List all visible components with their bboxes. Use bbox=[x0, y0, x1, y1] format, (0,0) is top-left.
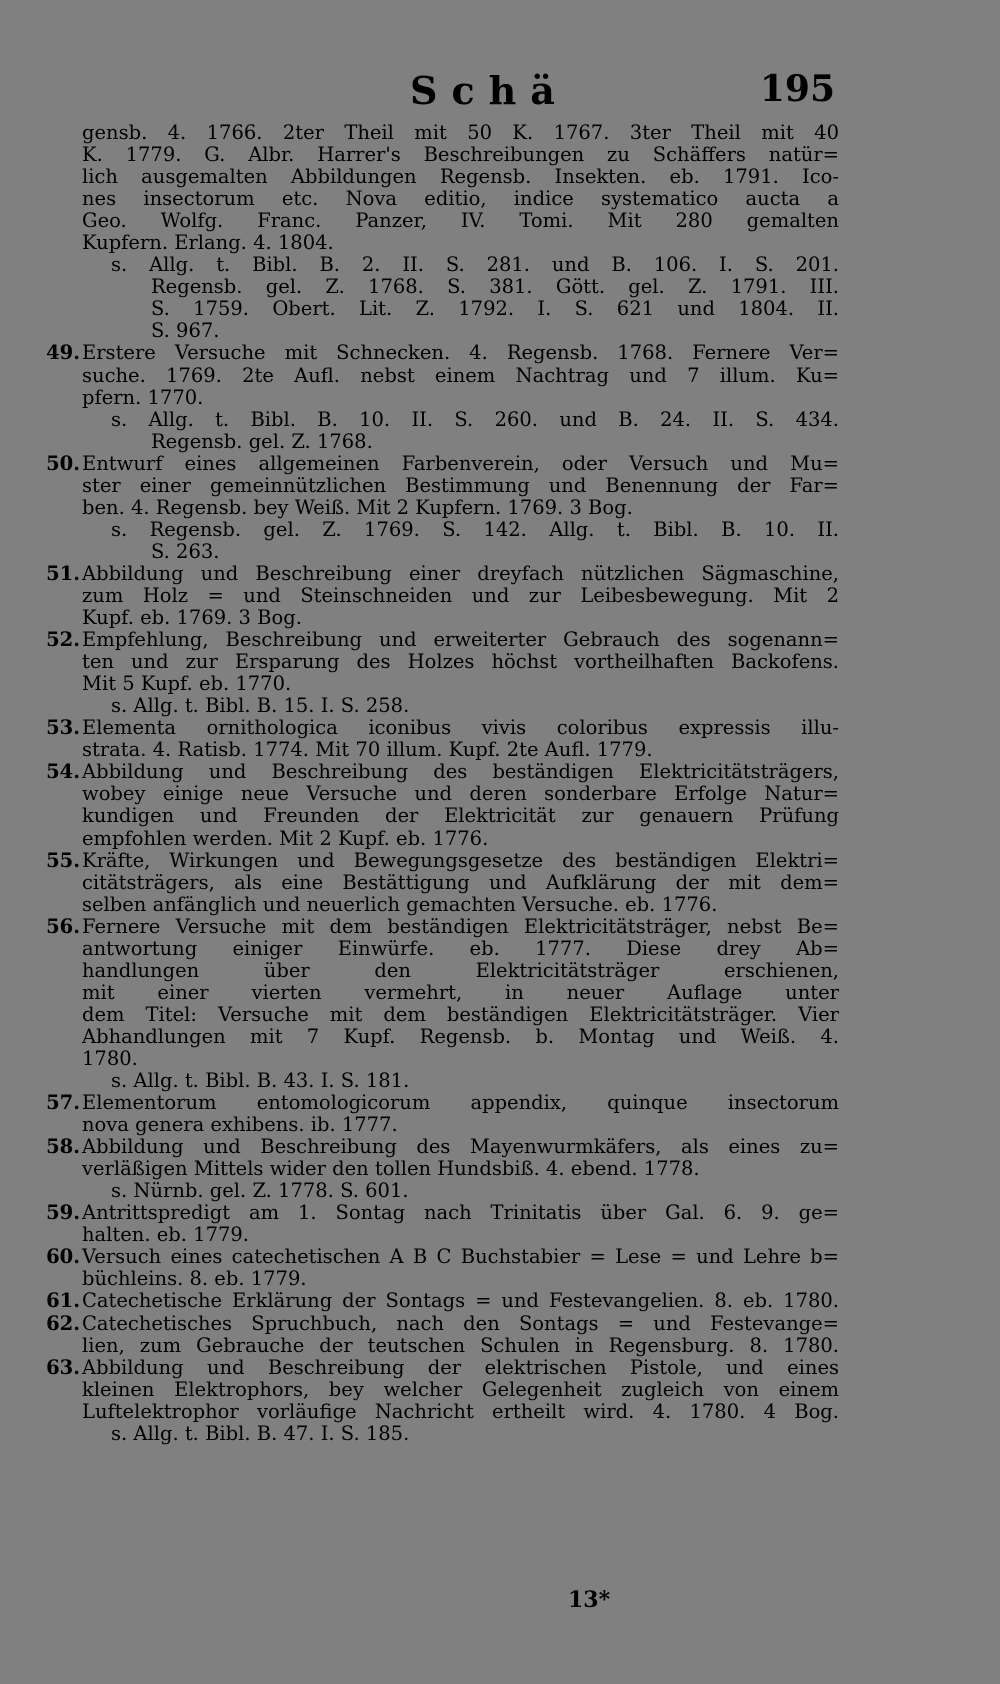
line-text: kleinen Elektrophors, bey welcher Gelegenheit zugleich von einem bbox=[82, 1378, 839, 1401]
text-line bbox=[34, 1357, 839, 1379]
text-line bbox=[34, 850, 839, 872]
line-text: lich ausgemalten Abbildungen Regensb. Insekten. eb. 1791. Ico- bbox=[82, 166, 839, 189]
entry-number: 63. bbox=[46, 1356, 80, 1379]
line-text: Kupf. eb. 1769. 3 Bog. bbox=[82, 607, 302, 630]
line-text: kundigen und Freunden der Elektricität zur genauern Prüfung bbox=[82, 805, 839, 828]
text-line bbox=[34, 298, 839, 320]
line-text: Catechetisches Spruchbuch, nach den Sontags = und Festevange= bbox=[82, 1312, 839, 1335]
line-text: handlungen über den Elektricitätsträger erschienen, bbox=[82, 959, 839, 982]
text-line bbox=[34, 1070, 839, 1092]
line-text: suche. 1769. 2te Aufl. nebst einem Nachtrag und 7 illum. Ku= bbox=[82, 364, 839, 387]
line-text: Erstere Versuche mit Schnecken. 4. Regensb. 1768. Fernere Ver= bbox=[82, 342, 839, 365]
text-line bbox=[34, 1401, 839, 1423]
text-line bbox=[34, 387, 839, 409]
running-head bbox=[80, 68, 835, 116]
line-text: strata. 4. Ratisb. 1774. Mit 70 illum. Kupf. 2te Aufl. 1779. bbox=[82, 739, 653, 762]
line-text: Mit 5 Kupf. eb. 1770. bbox=[82, 673, 292, 696]
text-line bbox=[34, 673, 839, 695]
text-line bbox=[34, 342, 839, 364]
text-line bbox=[34, 210, 839, 232]
text-line bbox=[34, 1136, 839, 1158]
text-line bbox=[34, 585, 839, 607]
text-line bbox=[34, 1158, 839, 1180]
text-line bbox=[34, 541, 839, 563]
text-line bbox=[34, 1048, 839, 1070]
text-line bbox=[34, 475, 839, 497]
text-line bbox=[34, 188, 839, 210]
line-text: Abhandlungen mit 7 Kupf. Regensb. b. Montag und Weiß. 4. bbox=[82, 1025, 839, 1048]
text-line bbox=[34, 894, 839, 916]
line-text: S. 1759. Obert. Lit. Z. 1792. I. S. 621 und 1804. II. bbox=[151, 298, 839, 321]
text-line bbox=[34, 1202, 839, 1224]
text-line bbox=[34, 144, 839, 166]
entry-number: 60. bbox=[46, 1246, 80, 1269]
line-text: s. Allg. t. Bibl. B. 10. II. S. 260. und B. 24. II. S. 434. bbox=[111, 408, 839, 431]
page-number: 195 bbox=[759, 68, 835, 110]
text-line bbox=[34, 519, 839, 541]
text-line bbox=[34, 1114, 839, 1136]
text-line bbox=[34, 365, 839, 387]
line-text: empfohlen werden. Mit 2 Kupf. eb. 1776. bbox=[82, 827, 489, 850]
text-line bbox=[34, 1224, 839, 1246]
text-line bbox=[34, 166, 839, 188]
entry-number: 53. bbox=[46, 717, 80, 740]
line-text: citätsträgers, als eine Bestättigung und Aufklärung der mit dem= bbox=[82, 871, 839, 894]
text-line bbox=[34, 254, 839, 276]
line-text: verläßigen Mittels wider den tollen Hundsbiß. 4. ebend. 1778. bbox=[82, 1158, 700, 1181]
running-title: Schä bbox=[410, 68, 569, 113]
line-text: Regensb. gel. Z. 1768. S. 381. Gött. gel. Z. 1791. III. bbox=[151, 276, 839, 299]
line-text: Abbildung und Beschreibung des Mayenwurmkäfers, als eines zu= bbox=[82, 1136, 839, 1159]
line-text: Empfehlung, Beschreibung und erweiterter Gebrauch des sogenann= bbox=[82, 629, 839, 652]
text-line bbox=[34, 717, 839, 739]
line-text: nova genera exhibens. ib. 1777. bbox=[82, 1114, 398, 1137]
line-text: wobey einige neue Versuche und deren sonderbare Erfolge Natur= bbox=[82, 783, 839, 806]
line-text: Kräfte, Wirkungen und Bewegungsgesetze des beständigen Elektri= bbox=[82, 849, 839, 872]
page-body bbox=[34, 122, 839, 1445]
line-text: pfern. 1770. bbox=[82, 386, 204, 409]
entry-number: 49. bbox=[46, 342, 80, 365]
text-line bbox=[34, 695, 839, 717]
line-text: Elementorum entomologicorum appendix, quinque insectorum bbox=[82, 1092, 839, 1115]
line-text: Catechetische Erklärung der Sontags = und Festevangelien. 8. eb. 1780. bbox=[82, 1290, 839, 1313]
text-line bbox=[34, 783, 839, 805]
line-text: Versuch eines catechetischen A B C Buchstabier = Lese = und Lehre b= bbox=[82, 1246, 839, 1269]
line-text: lien, zum Gebrauche der teutschen Schulen in Regensburg. 8. 1780. bbox=[82, 1334, 839, 1357]
text-line bbox=[34, 232, 839, 254]
text-line bbox=[34, 1313, 839, 1335]
line-text: Abbildung und Beschreibung einer dreyfach nützlichen Sägmaschine, bbox=[82, 562, 839, 585]
line-text: Abbildung und Beschreibung des beständigen Elektricitätsträgers, bbox=[82, 761, 839, 784]
line-text: K. 1779. G. Albr. Harrer's Beschreibungen zu Schäffers natür= bbox=[82, 144, 839, 167]
text-line bbox=[34, 1423, 839, 1445]
text-line bbox=[34, 651, 839, 673]
line-text: Fernere Versuche mit dem beständigen Elektricitätsträger, nebst Be= bbox=[82, 915, 839, 938]
entry-number: 52. bbox=[46, 629, 80, 652]
entry-number: 56. bbox=[46, 915, 80, 938]
text-line bbox=[34, 1335, 839, 1357]
text-line bbox=[34, 607, 839, 629]
text-line bbox=[34, 453, 839, 475]
text-line bbox=[34, 1180, 839, 1202]
entry-number: 61. bbox=[46, 1290, 80, 1313]
text-line bbox=[34, 563, 839, 585]
text-line bbox=[34, 276, 839, 298]
text-line bbox=[34, 739, 839, 761]
line-text: Antrittspredigt am 1. Sontag nach Trinitatis über Gal. 6. 9. ge= bbox=[82, 1202, 839, 1225]
line-text: 1780. bbox=[82, 1047, 138, 1070]
entry-number: 62. bbox=[46, 1312, 80, 1335]
line-text: S. 263. bbox=[151, 540, 220, 563]
line-text: ten und zur Ersparung des Holzes höchst vortheilhaften Backofens. bbox=[82, 651, 839, 674]
entry-number: 59. bbox=[46, 1202, 80, 1225]
line-text: Regensb. gel. Z. 1768. bbox=[151, 430, 373, 453]
entry-number: 58. bbox=[46, 1136, 80, 1159]
line-text: Luftelektrophor vorläufige Nachricht ertheilt wird. 4. 1780. 4 Bog. bbox=[82, 1400, 839, 1423]
line-text: S. 967. bbox=[151, 320, 220, 343]
line-text: s. Allg. t. Bibl. B. 47. I. S. 185. bbox=[111, 1422, 410, 1445]
printer-signature: 13* bbox=[568, 1587, 611, 1613]
text-line bbox=[34, 497, 839, 519]
line-text: s. Allg. t. Bibl. B. 43. I. S. 181. bbox=[111, 1070, 410, 1093]
line-text: mit einer vierten vermehrt, in neuer Auflage unter bbox=[82, 981, 839, 1004]
entry-number: 57. bbox=[46, 1092, 80, 1115]
text-line bbox=[34, 960, 839, 982]
text-line bbox=[34, 122, 839, 144]
entry-number: 55. bbox=[46, 849, 80, 872]
text-line bbox=[34, 629, 839, 651]
entry-number: 54. bbox=[46, 761, 80, 784]
text-line bbox=[34, 1004, 839, 1026]
text-line bbox=[34, 431, 839, 453]
line-text: ster einer gemeinnützlichen Bestimmung und Benennung der Far= bbox=[82, 474, 839, 497]
line-text: halten. eb. 1779. bbox=[82, 1224, 249, 1247]
text-line bbox=[34, 938, 839, 960]
line-text: s. Regensb. gel. Z. 1769. S. 142. Allg. t. Bibl. B. 10. II. bbox=[111, 518, 839, 541]
line-text: Geo. Wolfg. Franc. Panzer, IV. Tomi. Mit 280 gemalten bbox=[82, 210, 839, 233]
line-text: dem Titel: Versuche mit dem beständigen Elektricitätsträger. Vier bbox=[82, 1003, 839, 1026]
line-text: s. Allg. t. Bibl. B. 15. I. S. 258. bbox=[111, 695, 410, 718]
text-line bbox=[34, 761, 839, 783]
line-text: büchleins. 8. eb. 1779. bbox=[82, 1268, 307, 1291]
text-line bbox=[34, 916, 839, 938]
line-text: ben. 4. Regensb. bey Weiß. Mit 2 Kupfern. 1769. 3 Bog. bbox=[82, 496, 633, 519]
text-line bbox=[34, 805, 839, 827]
text-line bbox=[34, 1246, 839, 1268]
text-line bbox=[34, 1290, 839, 1312]
line-text: s. Nürnb. gel. Z. 1778. S. 601. bbox=[111, 1180, 409, 1203]
text-line bbox=[34, 409, 839, 431]
entry-number: 51. bbox=[46, 562, 80, 585]
text-line bbox=[34, 1379, 839, 1401]
line-text: gensb. 4. 1766. 2ter Theil mit 50 K. 1767. 3ter Theil mit 40 bbox=[82, 122, 839, 144]
line-text: Abbildung und Beschreibung der elektrischen Pistole, und eines bbox=[82, 1356, 839, 1379]
entry-number: 50. bbox=[46, 452, 80, 475]
line-text: nes insectorum etc. Nova editio, indice systematico aucta a bbox=[82, 188, 839, 211]
text-line bbox=[34, 872, 839, 894]
text-line bbox=[34, 1092, 839, 1114]
line-text: selben anfänglich und neuerlich gemachten Versuche. eb. 1776. bbox=[82, 893, 718, 916]
line-text: antwortung einiger Einwürfe. eb. 1777. Diese drey Ab= bbox=[82, 937, 839, 960]
line-text: Kupfern. Erlang. 4. 1804. bbox=[82, 232, 334, 255]
text-line bbox=[34, 828, 839, 850]
text-line bbox=[34, 1026, 839, 1048]
text-line bbox=[34, 320, 839, 342]
line-text: s. Allg. t. Bibl. B. 2. II. S. 281. und B. 106. I. S. 201. bbox=[111, 254, 839, 277]
text-line bbox=[34, 982, 839, 1004]
line-text: Elementa ornithologica iconibus vivis coloribus expressis illu- bbox=[82, 717, 839, 740]
line-text: zum Holz = und Steinschneiden und zur Leibesbewegung. Mit 2 bbox=[82, 584, 839, 607]
line-text: Entwurf eines allgemeinen Farbenverein, oder Versuch und Mu= bbox=[82, 452, 839, 475]
text-line bbox=[34, 1268, 839, 1290]
